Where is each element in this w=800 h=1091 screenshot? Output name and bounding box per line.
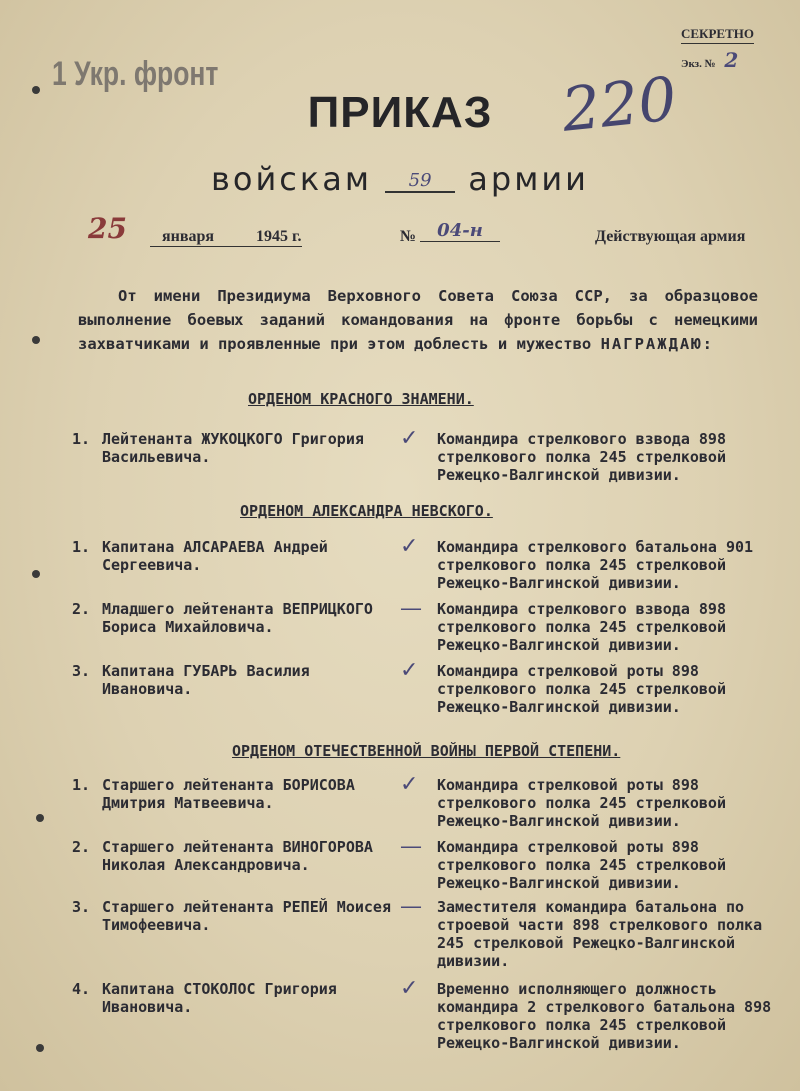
handwritten-order-number: 220: [558, 64, 680, 146]
entry-name: Лейтенанта ЖУКОЦКОГО Григория Васильевича.: [102, 430, 364, 466]
entry-number: 4.: [72, 980, 91, 998]
entry-number: 1.: [72, 776, 91, 794]
date-month: января: [150, 228, 302, 247]
date-year: 1945 г.: [256, 228, 302, 245]
intro-paragraph: [78, 284, 758, 356]
binder-hole-icon: [32, 86, 40, 94]
entry-number: 2.: [72, 600, 91, 618]
entry-name: Капитана СТОКОЛОС Григория Ивановича.: [102, 980, 337, 1016]
entry-number: 2.: [72, 838, 91, 856]
binder-hole-icon: [36, 814, 44, 822]
entry-position: Командира стрелковой роты 898 стрелкового полка 245 стрелковой Режецко-Валгинской дивизии.: [437, 776, 726, 830]
copy-number: 2: [724, 48, 739, 72]
location-label: Действующая армия: [595, 228, 746, 245]
copy-line: [681, 48, 754, 72]
army-line: [0, 160, 800, 198]
list-item: [0, 596, 800, 654]
entry-name: Старшего лейтенанта БОРИСОВА Дмитрия Матвеевича.: [102, 776, 355, 812]
copy-label: Экз. №: [681, 58, 716, 70]
binder-hole-icon: [36, 1044, 44, 1052]
check-mark-icon: ✓: [400, 772, 419, 797]
army-suffix: армии: [468, 160, 589, 198]
section-heading: ОРДЕНОМ АЛЕКСАНДРА НЕВСКОГО.: [240, 502, 493, 520]
entry-name: Старшего лейтенанта ВИНОГОРОВА Николая Александровича.: [102, 838, 373, 874]
entry-position: Временно исполняющего должность командира 2 стрелкового батальона 898 стрелкового полка 245 стрелковой Режецко-Валгинской дивизии.: [437, 980, 772, 1052]
intro-text: От имени Президиума Верховного Совета Союза ССР, за образцовое выполнение боевых заданий командования на фронте борьбы с немецкими захватчиками и проявленные при этом доблесть и мужество: [78, 287, 758, 353]
entry-name: Капитана ГУБАРЬ Василия Ивановича.: [102, 662, 310, 698]
order-number: 04-н: [420, 220, 500, 242]
entry-number: 3.: [72, 662, 91, 680]
binder-hole-icon: [32, 570, 40, 578]
entry-position: Командира стрелкового взвода 898 стрелкового полка 245 стрелковой Режецко-Валгинской дивизии.: [437, 430, 726, 484]
front-stamp: 1 Укр. фронт: [52, 55, 219, 93]
list-item: [0, 894, 800, 970]
army-number: 59: [385, 170, 455, 193]
entry-position: Командира стрелковой роты 898 стрелкового полка 245 стрелковой Режецко-Валгинской дивизии.: [437, 662, 726, 716]
award-word: НАГРАЖДАЮ:: [600, 335, 714, 353]
entry-name: Старшего лейтенанта РЕПЕЙ Моисея Тимофеевича.: [102, 898, 391, 934]
number-sign: №: [400, 228, 417, 245]
list-item: [0, 834, 800, 892]
check-mark-icon: ✓: [400, 976, 419, 1001]
secret-label: СЕКРЕТНО: [681, 26, 754, 44]
list-item: [0, 534, 800, 592]
check-mark-icon: ✓: [400, 426, 419, 451]
entry-number: 1.: [72, 430, 91, 448]
entry-position: Командира стрелковой роты 898 стрелкового полка 245 стрелковой Режецко-Валгинской дивизии.: [437, 838, 726, 892]
dash-mark-icon: —: [400, 596, 422, 621]
dash-mark-icon: —: [400, 894, 422, 919]
check-mark-icon: ✓: [400, 658, 419, 683]
section-heading: ОРДЕНОМ ОТЕЧЕСТВЕННОЙ ВОЙНЫ ПЕРВОЙ СТЕПЕНИ.: [232, 742, 621, 760]
army-prefix: войскам: [211, 160, 372, 198]
document-title: ПРИКАЗ: [307, 88, 493, 137]
list-item: [0, 426, 800, 484]
entry-number: 3.: [72, 898, 91, 916]
secrecy-block: [681, 26, 754, 72]
entry-name: Капитана АЛСАРАЕВА Андрей Сергеевича.: [102, 538, 328, 574]
list-item: [0, 976, 800, 1052]
check-mark-icon: ✓: [400, 534, 419, 559]
list-item: [0, 658, 800, 716]
dash-mark-icon: —: [400, 834, 422, 859]
entry-name: Младшего лейтенанта ВЕПРИЦКОГО Бориса Михайловича.: [102, 600, 373, 636]
entry-position: Командира стрелкового батальона 901 стрелкового полка 245 стрелковой Режецко-Валгинской дивизии.: [437, 538, 754, 592]
entry-position: Командира стрелкового взвода 898 стрелкового полка 245 стрелковой Режецко-Валгинской дивизии.: [437, 600, 726, 654]
entry-position: Заместителя командира батальона по строевой части 898 стрелкового полка 245 стрелковой Режецко-Валгинской дивизии.: [437, 898, 763, 970]
list-item: [0, 772, 800, 830]
entry-number: 1.: [72, 538, 91, 556]
binder-hole-icon: [32, 336, 40, 344]
section-heading: ОРДЕНОМ КРАСНОГО ЗНАМЕНИ.: [248, 390, 474, 408]
date-day: 25: [88, 212, 127, 245]
